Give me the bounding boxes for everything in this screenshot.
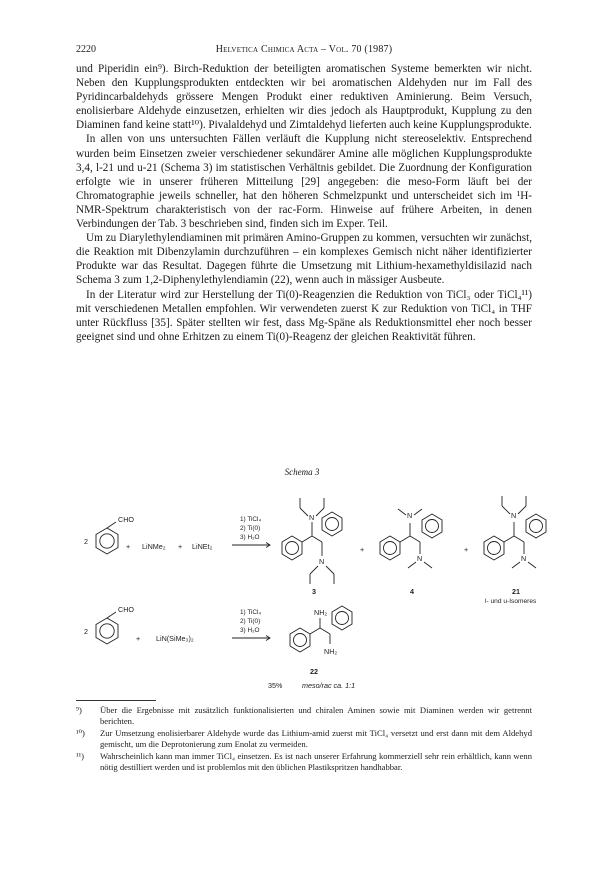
page-number: 2220 <box>76 44 96 55</box>
isomer-ratio: meso/rac ca. 1:1 <box>302 681 356 690</box>
benzaldehyde-structure <box>96 522 118 554</box>
footnote-marker: ⁹) <box>76 705 82 715</box>
body-text <box>76 62 532 344</box>
amino-group: NH₂ <box>324 647 338 656</box>
scheme-title: Schema 3 <box>284 467 320 477</box>
compound-label-3: 3 <box>312 587 316 596</box>
footnotes <box>76 700 532 774</box>
paragraph: Um zu Diarylethylendiaminen mit primären Amino-Gruppen zu kommen, versuchten wir zunächst, die Reaktion mit Dibenzylamin durchzuführen – ein komplexes Gemisch nicht näher identifizierter Produkte war das Resultat. Dagegen führte die Umsetzung mit Lithium-hexamethyldisilazid nach Schema 3 zum 1,2-Diphenylethylendiamin (22), wenn auch in mässiger Ausbeute. <box>76 232 532 287</box>
nitrogen-atom: N <box>417 554 423 563</box>
reaction-condition: 3) H₂O <box>240 534 260 541</box>
footnote-text: Über die Ergebnisse mit zusätzlich funktionalisierten und chiralen Aminen sowie mit Diaminen werden wir getrennt berichten. <box>100 705 532 726</box>
footnote-text: Wahrscheinlich kann man immer TiCl₄ einsetzen. Es ist nach unserer Erfahrung kommerziell sehr rein erhältlich, kann wenn nötig destilliert werden und ist problemlos mit den üblichen Plastikspritzen handhabbar. <box>100 751 532 772</box>
reagent-label: LiN(SiMe₃)₂ <box>156 634 194 643</box>
footnote-marker: ¹¹) <box>76 751 85 761</box>
compound-label-4: 4 <box>410 587 414 596</box>
reagent-label: LiNMe₂ <box>142 542 166 551</box>
nitrogen-atom: N <box>521 554 527 563</box>
footnote <box>76 705 532 727</box>
nitrogen-atom: N <box>407 511 413 520</box>
nitrogen-atom: N <box>511 511 517 520</box>
aldehyde-label: CHO <box>118 605 134 614</box>
footnote-rule <box>76 700 156 701</box>
benzaldehyde-structure <box>96 612 118 644</box>
product-21-structure <box>484 496 546 568</box>
plus-sign: + <box>126 542 131 551</box>
running-title: Helvetica Chimica Acta – Vol. 70 (1987) <box>215 44 393 55</box>
aldehyde-label: CHO <box>118 515 134 524</box>
plus-sign: + <box>136 634 141 643</box>
footnote <box>76 751 532 773</box>
paragraph: In allen von uns untersuchten Fällen verläuft die Kupplung nicht stereoselektiv. Entsprechend wurden beim Einsetzen zweier verschiedener sekundärer Amine alle möglichen Kupplungsprodukte 3,4, l-21 und u-21 (Schema 3) im statistischen Verhältnis gebildet. Die Zuordnung der Konfiguration erfolgte wie in unserer früheren Mitteilung [29] angegeben: die meso-Form läuft bei der Chromatographie jeweils schneller, hat den höheren Schmelzpunkt und unterscheidet sich im ¹H-NMR-Spektrum charakteristisch von der rac-Form. Hinweise auf frühere Arbeiten, in denen Verbindungen der Tab. 3 beschrieben sind, finden sich im Exper. Teil. <box>76 133 532 231</box>
product-3-structure <box>282 498 342 584</box>
yield-label: 35% <box>268 681 283 690</box>
plus-sign: + <box>464 545 469 554</box>
stoichiometric-coefficient: 2 <box>84 537 88 546</box>
nitrogen-atom: N <box>309 513 315 522</box>
reaction-condition: 1) TiCl₄ <box>240 609 262 616</box>
isomer-note: l- und u-Isomeres <box>485 598 537 605</box>
running-header <box>76 44 532 58</box>
footnote <box>76 728 532 750</box>
paragraph: und Piperidin ein⁹). Birch-Reduktion der beteiligten aromatischen Systeme bemerkten wir nicht. Neben den Kupplungsprodukten entdeckten wir bei aromatischen Aldehyden nur im Fall des Pyridincarbaldehyds grössere Mengen Produkt einer reduktiven Aminierung. Beim Versuch, enolisierbare Aldehyde einzusetzen, erhielten wir dies jedoch als Hauptprodukt, Kupplung zu den Diaminen fand keine statt¹⁰). Pivalaldehyd und Zimtaldehyd lieferten auch keine Kupplungsprodukte. <box>76 63 532 132</box>
reagent-label: LiNEt₂ <box>192 542 213 551</box>
compound-label-21: 21 <box>512 587 520 596</box>
compound-label-22: 22 <box>310 667 318 676</box>
nitrogen-atom: N <box>319 557 325 566</box>
paragraph: In der Literatur wird zur Herstellung der Ti(0)-Reagenzien die Reduktion von TiCl₃ oder TiCl₄¹¹) mit verschiedenen Metallen empfohlen. Wir verwendeten zuerst K zur Reduktion von TiCl₄ in THF unter Rückfluss [35]. Später stellten wir fest, dass Mg-Späne als Reduktionsmittel eher noch besser geeignet sind und ohne Erhitzen zu einem Ti(0)-Reagenz der gleichen Reaktivität führen. <box>76 288 532 343</box>
reaction-condition: 3) H₂O <box>240 627 260 634</box>
plus-sign: + <box>178 542 183 551</box>
reaction-condition: 1) TiCl₄ <box>240 516 262 523</box>
stoichiometric-coefficient: 2 <box>84 627 88 636</box>
reaction-condition: 2) Ti(0) <box>240 618 261 625</box>
footnote-text: Zur Umsetzung enolisierbarer Aldehyde wurde das Lithium-amid zuerst mit TiCl₄ versetzt und erst dann mit dem Aldehyd gemischt, um die Deprotonierung zum Enolat zu vermeiden. <box>100 728 532 749</box>
reaction-scheme <box>0 478 604 693</box>
amino-group: NH₂ <box>314 608 328 617</box>
plus-sign: + <box>360 545 365 554</box>
footnote-marker: ¹⁰) <box>76 728 85 738</box>
reaction-condition: 2) Ti(0) <box>240 525 261 532</box>
